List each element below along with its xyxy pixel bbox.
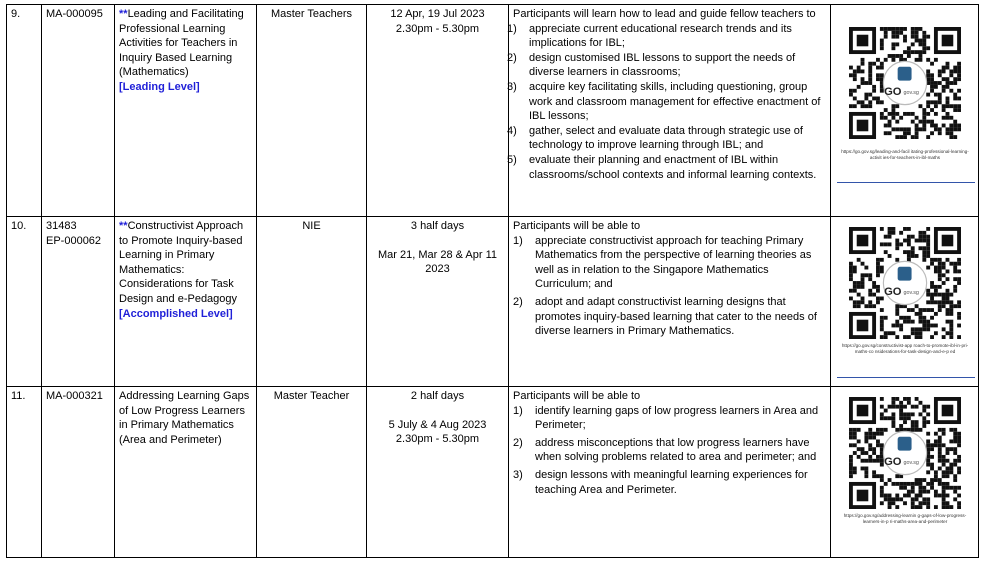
course-title: Leading and Facilitating Professional Learning Activities for Teachers in Inquiry Based Learning (Mathematics): [119, 8, 244, 79]
course-row-9: [7, 5, 979, 217]
course-title-cell: [115, 5, 257, 217]
outcome-number: 2): [513, 436, 523, 449]
course-title-cell: [115, 387, 257, 558]
outcome-item: [507, 124, 826, 153]
outcome-text: gather, select and evaluate data through strategic use of technology to improve learning through IBL; and: [529, 124, 803, 152]
course-table: [6, 4, 979, 558]
course-code: [42, 387, 115, 558]
outcome-text: evaluate their planning and enactment of IBL within classrooms/school contexts and informal learning contexts.: [529, 153, 817, 181]
course-level: [Leading Level]: [119, 80, 200, 93]
qr-cell: [831, 5, 979, 217]
qr-underline: [837, 377, 975, 378]
course-code-line: MA-000095: [46, 8, 103, 20]
learning-outcomes: [509, 5, 831, 217]
row-number: 10.: [7, 217, 42, 387]
title-marker: **: [119, 220, 128, 232]
outcome-item: [513, 468, 826, 497]
outcome-text: identify learning gaps of low progress learners in Area and Perimeter;: [535, 404, 819, 432]
qr-code-icon[interactable]: [849, 227, 961, 339]
outcome-item: [513, 404, 826, 433]
qr-link-text[interactable]: https://go.gov.sg/leading-and-facil itating-professional-learning-activit ies-for-teachers-in-ibl-maths: [841, 149, 969, 160]
outcomes-intro: Participants will be able to: [513, 220, 641, 232]
svg-text:GO: GO: [884, 85, 902, 98]
svg-text:gov.sg: gov.sg: [903, 90, 919, 97]
outcomes-list: [513, 234, 826, 339]
learning-outcomes: [509, 217, 831, 387]
outcome-number: 4): [507, 124, 517, 137]
outcome-item: [513, 295, 826, 339]
learning-outcomes: [509, 387, 831, 558]
outcome-item: [507, 22, 826, 51]
course-row-11: [7, 387, 979, 558]
qr-link-text[interactable]: https://go.gov.sg/constructivist-app roach-to-promote-ibl-in-pri-maths-co nsiderations-for-task-design-and-e-p ed: [841, 343, 969, 354]
svg-text:gov.sg: gov.sg: [903, 460, 919, 467]
course-dates: [367, 387, 509, 558]
qr-cell: [831, 217, 979, 387]
svg-text:GO: GO: [884, 455, 902, 468]
time-line: 2.30pm - 5.30pm: [395, 433, 480, 446]
outcomes-list: [507, 22, 826, 183]
course-code: [42, 5, 115, 217]
outcome-text: appreciate constructivist approach for teaching Primary Mathematics from the perspective of learning theories as well as in relation to the Singapore Mathematics Curriculum; and: [535, 234, 812, 291]
course-title: Constructivist Approach to Promote Inquiry-based Learning in Primary Mathematics: Considerations for Task Design and e-Pedagogy: [119, 220, 244, 305]
course-title-cell: [115, 217, 257, 387]
course-title: Addressing Learning Gaps of Low Progress Learners in Primary Mathematics (Area and Perimeter): [119, 390, 250, 446]
outcome-item: [513, 234, 826, 292]
outcome-text: appreciate current educational research trends and its implications for IBL;: [529, 22, 792, 50]
course-provider: Master Teachers: [257, 5, 367, 217]
course-dates: [367, 5, 509, 217]
course-provider: Master Teacher: [257, 387, 367, 558]
course-dates: [367, 217, 509, 387]
outcome-text: design lessons with meaningful learning experiences for teaching Area and Perimeter.: [535, 468, 808, 496]
course-row-10: [7, 217, 979, 387]
outcome-item: [507, 51, 826, 80]
outcomes-list: [513, 404, 826, 498]
outcome-number: 1): [507, 22, 517, 35]
course-code-line: MA-000321: [46, 390, 103, 402]
course-code-line: 31483: [46, 220, 77, 232]
outcome-item: [513, 436, 826, 465]
outcome-number: 2): [513, 295, 523, 308]
course-code: [42, 217, 115, 387]
qr-link-text[interactable]: https://go.gov.sg/addressing-learnin g-gaps-of-low-progress-learners-in-p ri-maths-area-and-perimeter: [843, 513, 967, 524]
qr-cell: [831, 387, 979, 558]
course-provider: NIE: [257, 217, 367, 387]
outcomes-intro: Participants will be able to: [513, 390, 641, 402]
outcome-number: 3): [507, 80, 517, 93]
outcome-text: design customised IBL lessons to support the needs of diverse learners in classrooms;: [529, 51, 796, 79]
duration-line: 3 half days: [410, 220, 465, 232]
date-line: 12 Apr, 19 Jul 2023: [390, 8, 485, 20]
outcome-number: 2): [507, 51, 517, 64]
outcome-item: [507, 153, 826, 182]
row-number: 11.: [7, 387, 42, 558]
qr-code-icon[interactable]: [849, 27, 961, 139]
outcome-item: [507, 80, 826, 124]
svg-text:gov.sg: gov.sg: [903, 290, 919, 297]
outcome-number: 5): [507, 153, 517, 166]
svg-text:GO: GO: [884, 285, 902, 298]
qr-underline: [837, 182, 975, 183]
outcome-number: 1): [513, 234, 523, 247]
outcome-number: 3): [513, 468, 523, 481]
title-marker: **: [119, 8, 128, 20]
course-code-line: EP-000062: [46, 234, 102, 247]
course-level: [Accomplished Level]: [119, 307, 233, 320]
outcome-text: address misconceptions that low progress learners have when solving problems related to area and perimeter; and: [535, 436, 817, 464]
time-line: 2.30pm - 5.30pm: [395, 22, 480, 35]
outcome-number: 1): [513, 404, 523, 417]
outcome-text: adopt and adapt constructivist learning designs that promotes inquiry-based learning that cater to the needs of diverse learners in Primary Mathematics.: [535, 295, 817, 338]
outcome-text: acquire key facilitating skills, including questioning, group work and classroom management for effective enactment of IBL lessons;: [529, 80, 821, 123]
outcomes-intro: Participants will learn how to lead and guide fellow teachers to: [513, 8, 816, 20]
qr-code-icon[interactable]: [849, 397, 961, 509]
duration-line: 2 half days: [410, 390, 465, 402]
date-line: Mar 21, Mar 28 & Apr 11 2023: [377, 248, 498, 276]
date-line: 5 July & 4 Aug 2023: [388, 418, 487, 431]
row-number: 9.: [7, 5, 42, 217]
